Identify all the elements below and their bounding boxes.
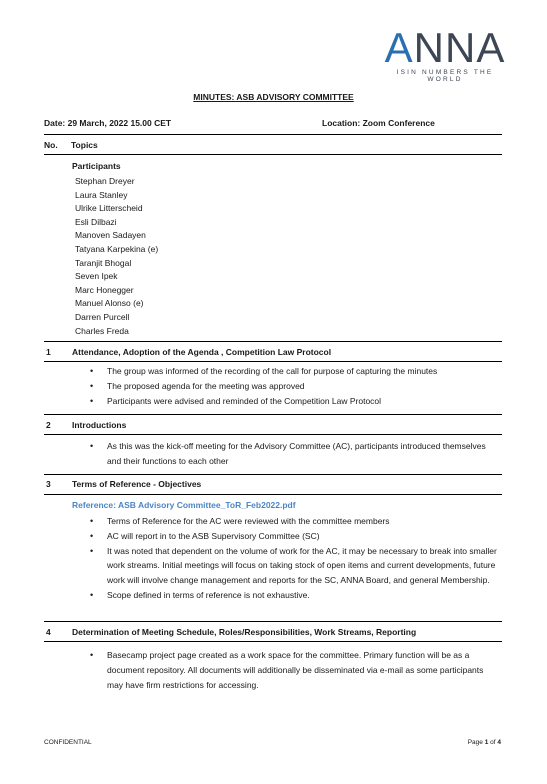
section-1-bullets xyxy=(90,364,500,408)
divider xyxy=(44,414,502,415)
list-item: • The group was informed of the recording of the call for purpose of capturing the minutes xyxy=(90,364,500,379)
divider xyxy=(44,474,502,475)
table-header xyxy=(44,140,98,150)
logo-tagline: ISIN NUMBERS THE WORLD xyxy=(396,69,494,83)
participant: Laura Stanley xyxy=(75,189,128,200)
participant: Charles Freda xyxy=(75,325,129,336)
list-item: • Terms of Reference for the AC were reviewed with the committee members xyxy=(90,514,502,529)
participant: Seven Ipek xyxy=(75,271,118,282)
section-2-bullets xyxy=(90,439,500,469)
section-number: 1 xyxy=(46,347,51,357)
confidential-label: CONFIDENTIAL xyxy=(44,739,92,746)
list-item: • AC will report in to the ASB Supervisory Committee (SC) xyxy=(90,529,502,544)
participant: Stephan Dreyer xyxy=(75,176,135,186)
list-item: • It was noted that dependent on the volume of work for the AC, it may be necessary to break into smaller work streams. Initial meetings will focus on taking stock of open items and current developments, future work will involve change management and reports for the SC, ANNA Board, and general Membership. xyxy=(90,544,502,588)
divider xyxy=(44,134,502,135)
participant: Darren Purcell xyxy=(75,311,130,322)
participant: Esli Dilbazi xyxy=(75,216,117,227)
header-no: No. xyxy=(44,140,58,150)
divider xyxy=(44,361,502,362)
section-3-bullets xyxy=(90,514,502,603)
anna-logo xyxy=(379,24,511,83)
participant: Marc Honegger xyxy=(75,284,134,295)
list-item: • Basecamp project page created as a work space for the committee. Primary function will be as a document repository. All documents will additionally be disseminated via e-mail as some participants may have firm restrictions for accessing. xyxy=(90,648,495,692)
participant: Ulrike Litterscheid xyxy=(75,203,143,214)
participant: Tatyana Karpekina (e) xyxy=(75,243,159,254)
divider xyxy=(44,621,502,622)
divider xyxy=(44,154,502,155)
participants-list xyxy=(75,175,158,338)
section-number: 4 xyxy=(46,627,51,637)
meeting-location: Location: Zoom Conference xyxy=(322,118,435,128)
divider xyxy=(44,341,502,342)
list-item: • Scope defined in terms of reference is not exhaustive. xyxy=(90,588,502,603)
participant: Manoven Sadayen xyxy=(75,230,146,241)
participant: Taranjit Bhogal xyxy=(75,257,132,268)
section-title: Introductions xyxy=(72,420,127,430)
document-title: MINUTES: ASB ADVISORY COMMITTEE xyxy=(193,92,354,102)
page-number: Page 1 of 4 xyxy=(467,739,501,746)
section-title: Terms of Reference - Objectives xyxy=(72,479,202,489)
list-item: • Participants were advised and reminded of the Competition Law Protocol xyxy=(90,394,500,409)
list-item: • The proposed agenda for the meeting was approved xyxy=(90,379,500,394)
meeting-meta xyxy=(44,118,502,128)
list-item: • As this was the kick-off meeting for the Advisory Committee (AC), participants introduced themselves and their functions to each other xyxy=(90,439,500,469)
reference-link[interactable]: Reference: ASB Advisory Committee_ToR_Feb2022.pdf xyxy=(72,500,296,510)
section-number: 3 xyxy=(46,479,51,489)
participant: Manuel Alonso (e) xyxy=(75,298,144,309)
divider xyxy=(44,494,502,495)
divider xyxy=(44,434,502,435)
section-number: 2 xyxy=(46,420,51,430)
meeting-date: Date: 29 March, 2022 15.00 CET xyxy=(44,118,172,128)
section-4-bullets xyxy=(90,648,495,692)
header-topics: Topics xyxy=(71,140,98,150)
divider xyxy=(44,641,502,642)
section-title: Attendance, Adoption of the Agenda , Competition Law Protocol xyxy=(72,347,332,357)
logo-mark: ANNA xyxy=(384,24,506,71)
participants-heading: Participants xyxy=(72,161,121,171)
section-title: Determination of Meeting Schedule, Roles/Responsibilities, Work Streams, Reporting xyxy=(72,627,417,637)
